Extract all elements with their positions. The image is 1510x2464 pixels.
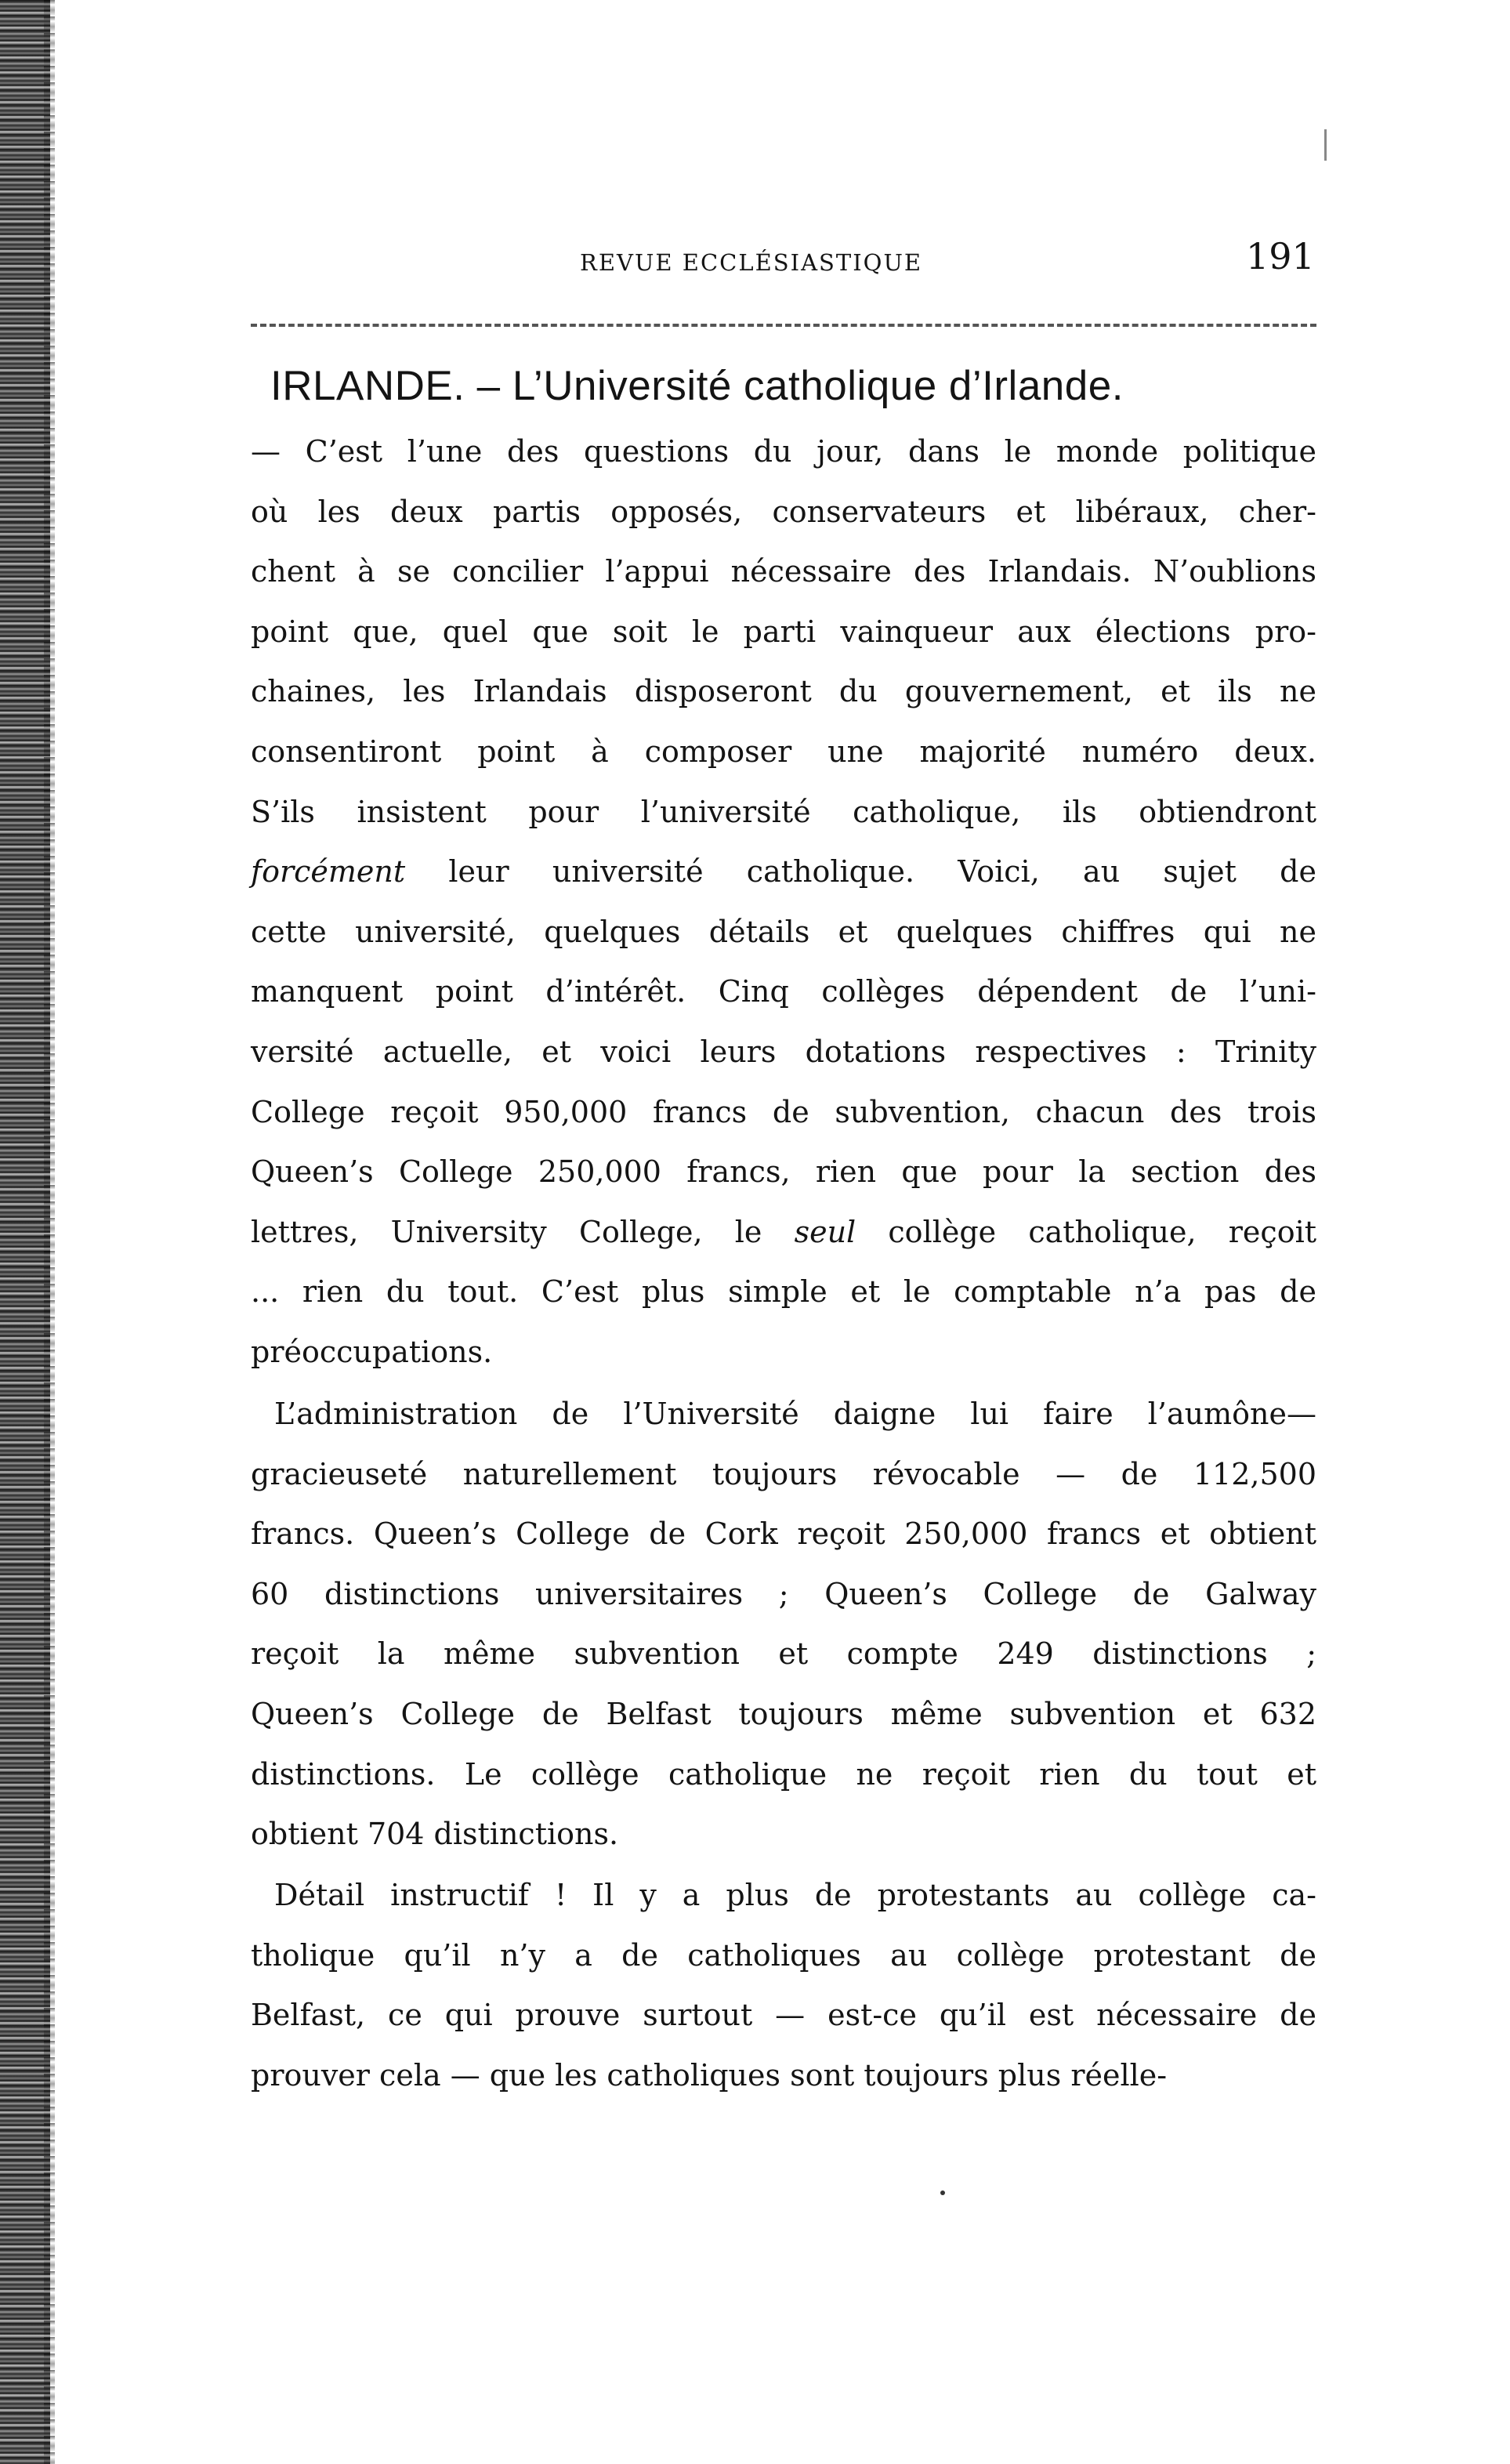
text-line: lettres, University College, le seul collège catholique, reçoit: [251, 1214, 1316, 1249]
text-line: où les deux partis opposés, conservateurs et libéraux, cher-: [251, 494, 1316, 529]
text-line: consentiront point à composer une majorité numéro deux.: [251, 734, 1316, 769]
text-line: forcément leur université catholique. Voici, au sujet de: [251, 854, 1316, 890]
paragraph-1: [251, 422, 1316, 1382]
text-line: gracieuseté naturellement toujours révocable — de 112,500: [251, 1456, 1316, 1491]
text-line: obtient 704 distinctions.: [251, 1817, 619, 1852]
text-line: francs. Queen’s College de Cork reçoit 250,000 francs et obtient: [251, 1516, 1316, 1552]
text-line: — C’est l’une des questions du jour, dans le monde politique: [251, 434, 1316, 469]
text-line: manquent point d’intérêt. Cinq collèges dépendent de l’uni-: [251, 974, 1316, 1009]
book-binding-edge: [0, 0, 50, 2464]
page-number: 191: [1246, 235, 1315, 277]
text-line: chaines, les Irlandais disposeront du gouvernement, et ils ne: [251, 674, 1316, 709]
text-line: tholique qu’il n’y a de catholiques au collège protestant de: [251, 1937, 1316, 1973]
paragraph-3: [251, 1865, 1316, 2105]
article-title: IRLANDE. – L’Université catholique d’Irlande.: [270, 363, 1124, 409]
text-line: ... rien du tout. C’est plus simple et le comptable n’a pas de: [251, 1274, 1316, 1310]
text-line: College reçoit 950,000 francs de subvention, chacun des trois: [251, 1094, 1316, 1129]
text-line: 60 distinctions universitaires ; Queen’s College de Galway: [251, 1576, 1316, 1611]
text-line: Détail instructif ! Il y a plus de protestants au collège ca-: [274, 1878, 1316, 1912]
header-rule: [251, 324, 1316, 327]
text-line: reçoit la même subvention et compte 249 distinctions ;: [251, 1636, 1316, 1672]
ink-speck: [940, 2190, 945, 2195]
text-line: chent à se concilier l’appui nécessaire des Irlandais. N’oublions: [251, 554, 1316, 589]
text-line: Queen’s College 250,000 francs, rien que pour la section des: [251, 1154, 1316, 1190]
text-line: versité actuelle, et voici leurs dotations respectives : Trinity: [251, 1034, 1316, 1069]
text-line: Belfast, ce qui prouve surtout — est-ce qu’il est nécessaire de: [251, 1998, 1316, 2033]
text-line: L’administration de l’Université daigne lui faire l’aumône—: [274, 1397, 1316, 1431]
text-line: prouver cela — que les catholiques sont toujours plus réelle-: [251, 2057, 1168, 2093]
scan-mark: [1324, 129, 1327, 161]
paragraph-2: [251, 1384, 1316, 1864]
text-line: cette université, quelques détails et quelques chiffres qui ne: [251, 914, 1316, 949]
text-line: Queen’s College de Belfast toujours même subvention et 632: [251, 1696, 1316, 1731]
text-line: S’ils insistent pour l’université catholique, ils obtiendront: [251, 794, 1316, 829]
text-line: point que, quel que soit le parti vainqueur aux élections pro-: [251, 614, 1316, 649]
text-line: distinctions. Le collège catholique ne reçoit rien du tout et: [251, 1756, 1316, 1792]
text-line: préoccupations.: [251, 1334, 493, 1369]
running-header: REVUE ECCLÉSIASTIQUE: [580, 249, 923, 276]
